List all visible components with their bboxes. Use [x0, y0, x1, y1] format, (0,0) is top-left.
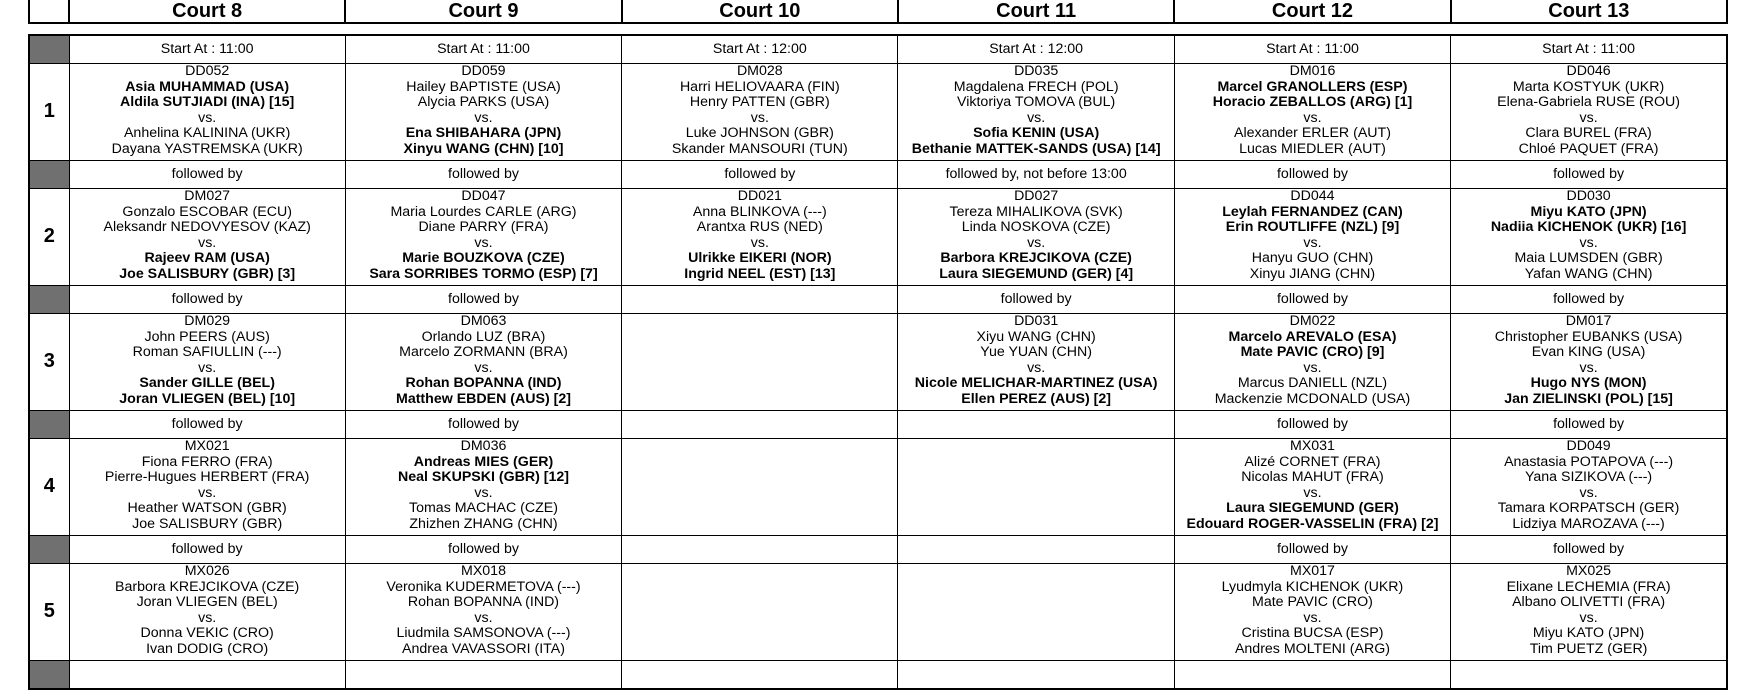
versus-label: vs. — [474, 484, 493, 501]
separator-cell — [29, 411, 69, 439]
match-number: 5 — [29, 564, 69, 661]
versus-label: vs. — [1303, 484, 1322, 501]
court-title: Court 9 — [345, 0, 621, 23]
order-note — [622, 661, 898, 690]
player-name: Elena-Gabriela RUSE (ROU) — [1497, 94, 1681, 111]
versus-label: vs. — [474, 609, 493, 626]
order-note: followed by — [622, 161, 898, 189]
player-name: Rohan BOPANNA (IND) — [405, 375, 562, 392]
order-note — [622, 411, 898, 439]
match-cell — [1451, 564, 1727, 661]
match-code: MX018 — [461, 563, 506, 579]
player-name: Mackenzie MCDONALD (USA) — [1214, 390, 1411, 407]
order-note — [1451, 661, 1727, 690]
player-name: Marcelo AREVALO (ESA) — [1228, 328, 1397, 345]
versus-label: vs. — [198, 359, 217, 376]
player-name: Laura SIEGEMUND (GER) [4] — [939, 265, 1134, 282]
order-note — [345, 661, 621, 690]
player-name: Hugo NYS (MON) — [1530, 375, 1647, 392]
player-name: Edouard ROGER-VASSELIN (FRA) [2] — [1186, 515, 1439, 532]
versus-label: vs. — [474, 234, 493, 251]
player-name: Asia MUHAMMAD (USA) — [125, 78, 290, 95]
player-name: Marcelo ZORMANN (BRA) — [399, 344, 568, 361]
match-cell — [1451, 314, 1727, 411]
player-name: Joran VLIEGEN (BEL) [10] — [119, 390, 296, 407]
player-name: Xinyu JIANG (CHN) — [1249, 265, 1376, 282]
player-name: Magdalena FRECH (POL) — [953, 78, 1119, 95]
player-name: Donna VEKIC (CRO) — [140, 625, 274, 642]
court-title: Court 13 — [1451, 0, 1727, 23]
match-cell — [1174, 189, 1450, 286]
player-name: Miyu KATO (JPN) — [1532, 625, 1645, 642]
order-note: followed by, not before 13:00 — [898, 161, 1174, 189]
court-title: Court 12 — [1174, 0, 1450, 23]
versus-label: vs. — [1027, 359, 1046, 376]
order-note: followed by — [345, 286, 621, 314]
player-name: Barbora KREJCIKOVA (CZE) — [940, 250, 1132, 267]
versus-label: vs. — [474, 359, 493, 376]
order-note: followed by — [69, 286, 345, 314]
match-code: DM028 — [736, 63, 783, 79]
player-name: Tim PUETZ (GER) — [1529, 640, 1648, 657]
player-name: Arantxa RUS (NED) — [696, 219, 823, 236]
player-name: Anastasia POTAPOVA (---) — [1504, 453, 1674, 470]
order-note: followed by — [1451, 286, 1727, 314]
match-cell — [1451, 64, 1727, 161]
player-name: Matthew EBDEN (AUS) [2] — [396, 390, 571, 407]
order-note — [622, 536, 898, 564]
player-name: Sofia KENIN (USA) — [973, 125, 1100, 142]
match-code: DM029 — [184, 313, 231, 329]
player-name: Ena SHIBAHARA (JPN) — [405, 125, 562, 142]
player-name: Tereza MIHALIKOVA (SVK) — [949, 203, 1123, 220]
separator-cell — [29, 536, 69, 564]
player-name: Alycia PARKS (USA) — [417, 94, 550, 111]
versus-label: vs. — [198, 109, 217, 126]
match-cell — [898, 439, 1174, 536]
match-code: DD044 — [1290, 188, 1335, 204]
match-code: DD049 — [1566, 438, 1611, 454]
player-name: Tamara KORPATSCH (GER) — [1497, 500, 1680, 517]
order-note: Start At : 11:00 — [345, 35, 621, 64]
player-name: Chloé PAQUET (FRA) — [1518, 140, 1659, 157]
player-name: Andrea VAVASSORI (ITA) — [402, 640, 565, 657]
player-name: Heather WATSON (GBR) — [127, 500, 287, 517]
match-code: DD027 — [1014, 188, 1059, 204]
player-name: Xiyu WANG (CHN) — [976, 328, 1096, 345]
player-name: Nicole MELICHAR-MARTINEZ (USA) — [914, 375, 1158, 392]
player-name: Liudmila SAMSONOVA (---) — [396, 625, 571, 642]
match-cell — [1174, 564, 1450, 661]
order-note: followed by — [1174, 286, 1450, 314]
player-name: Alizé CORNET (FRA) — [1244, 453, 1381, 470]
order-note: Start At : 12:00 — [898, 35, 1174, 64]
player-name: Luke JOHNSON (GBR) — [685, 125, 834, 142]
player-name: Roman SAFIULLIN (---) — [132, 344, 282, 361]
player-name: Viktoriya TOMOVA (BUL) — [957, 94, 1116, 111]
order-note — [622, 286, 898, 314]
order-note: followed by — [1174, 411, 1450, 439]
versus-label: vs. — [1579, 609, 1598, 626]
player-name: Ivan DODIG (CRO) — [146, 640, 269, 657]
order-row — [29, 536, 1727, 564]
player-name: Andreas MIES (GER) — [413, 453, 554, 470]
player-name: Yana SIZIKOVA (---) — [1524, 469, 1653, 486]
player-name: Laura SIEGEMUND (GER) — [1226, 500, 1399, 517]
player-name: Bethanie MATTEK-SANDS (USA) [14] — [911, 140, 1161, 157]
versus-label: vs. — [1579, 484, 1598, 501]
player-name: Aldila SUTJIADI (INA) [15] — [120, 94, 295, 111]
player-name: Miyu KATO (JPN) — [1530, 203, 1647, 220]
match-code: DM017 — [1565, 313, 1612, 329]
match-code: MX026 — [184, 563, 230, 579]
player-name: Nadiia KICHENOK (UKR) [16] — [1490, 219, 1687, 236]
match-code: MX021 — [184, 438, 230, 454]
separator-cell — [29, 161, 69, 189]
player-name: Ulrikke EIKERI (NOR) — [688, 250, 832, 267]
order-note: followed by — [1174, 161, 1450, 189]
match-cell — [1174, 314, 1450, 411]
order-note — [1174, 661, 1450, 690]
versus-label: vs. — [1303, 109, 1322, 126]
match-cell — [622, 314, 898, 411]
order-of-play-table — [28, 34, 1728, 690]
player-name: Barbora KREJCIKOVA (CZE) — [115, 578, 300, 595]
player-name: Hailey BAPTISTE (USA) — [406, 78, 561, 95]
player-name: Veronika KUDERMETOVA (---) — [386, 578, 581, 595]
player-name: Marta KOSTYUK (UKR) — [1512, 78, 1665, 95]
player-name: Aleksandr NEDOVYESOV (KAZ) — [103, 219, 311, 236]
player-name: Xinyu WANG (CHN) [10] — [403, 140, 564, 157]
match-number: 4 — [29, 439, 69, 536]
player-name: Maria Lourdes CARLE (ARG) — [390, 203, 577, 220]
order-note: followed by — [1451, 536, 1727, 564]
player-name: Leylah FERNANDEZ (CAN) — [1222, 203, 1403, 220]
player-name: Marcus DANIELL (NZL) — [1237, 375, 1388, 392]
player-name: Tomas MACHAC (CZE) — [409, 500, 558, 517]
order-note: followed by — [345, 411, 621, 439]
match-cell — [69, 64, 345, 161]
match-row — [29, 189, 1727, 286]
order-note: followed by — [898, 286, 1174, 314]
player-name: Joe SALISBURY (GBR) [3] — [119, 265, 296, 282]
match-cell — [345, 564, 621, 661]
match-cell — [898, 189, 1174, 286]
player-name: Maia LUMSDEN (GBR) — [1514, 250, 1663, 267]
match-code: DM036 — [460, 438, 507, 454]
player-name: Andres MOLTENI (ARG) — [1234, 640, 1390, 657]
order-note — [69, 661, 345, 690]
match-code: DD031 — [1014, 313, 1059, 329]
player-name: Clara BUREL (FRA) — [1525, 125, 1652, 142]
match-row — [29, 314, 1727, 411]
match-cell — [622, 439, 898, 536]
player-name: Yue YUAN (CHN) — [980, 344, 1092, 361]
player-name: Fiona FERRO (FRA) — [141, 453, 273, 470]
match-code: MX017 — [1290, 563, 1335, 579]
match-code: DD052 — [185, 63, 230, 79]
player-name: Ingrid NEEL (EST) [13] — [684, 265, 836, 282]
order-note: followed by — [1174, 536, 1450, 564]
match-cell — [345, 64, 621, 161]
order-note: followed by — [69, 411, 345, 439]
match-cell — [622, 64, 898, 161]
versus-label: vs. — [1303, 609, 1322, 626]
match-cell — [622, 564, 898, 661]
separator-cell — [29, 286, 69, 314]
player-name: Gonzalo ESCOBAR (ECU) — [122, 203, 292, 220]
player-name: Joran VLIEGEN (BEL) — [136, 594, 278, 611]
match-row — [29, 64, 1727, 161]
order-note: followed by — [69, 161, 345, 189]
match-cell — [1174, 439, 1450, 536]
order-note: Start At : 11:00 — [1174, 35, 1450, 64]
player-name: Sander GILLE (BEL) — [139, 375, 275, 392]
order-row — [29, 411, 1727, 439]
versus-label: vs. — [1579, 109, 1598, 126]
player-name: Rohan BOPANNA (IND) — [407, 594, 560, 611]
order-note: Start At : 12:00 — [622, 35, 898, 64]
versus-label: vs. — [198, 234, 217, 251]
match-cell — [898, 314, 1174, 411]
player-name: Ellen PEREZ (AUS) [2] — [961, 390, 1112, 407]
order-note: followed by — [345, 536, 621, 564]
player-name: Erin ROUTLIFFE (NZL) [9] — [1225, 219, 1400, 236]
player-name: Dayana YASTREMSKA (UKR) — [111, 140, 303, 157]
match-code: DM027 — [184, 188, 231, 204]
match-row — [29, 564, 1727, 661]
order-row — [29, 661, 1727, 690]
match-code: DD035 — [1014, 63, 1059, 79]
match-cell — [69, 564, 345, 661]
player-name: Evan KING (USA) — [1531, 344, 1646, 361]
player-name: Anna BLINKOVA (---) — [692, 203, 827, 220]
player-name: Orlando LUZ (BRA) — [421, 328, 546, 345]
versus-label: vs. — [1579, 234, 1598, 251]
order-note: followed by — [69, 536, 345, 564]
match-number: 3 — [29, 314, 69, 411]
player-name: Marcel GRANOLLERS (ESP) — [1217, 78, 1408, 95]
match-code: DD046 — [1566, 63, 1611, 79]
player-name: Nicolas MAHUT (FRA) — [1241, 469, 1384, 486]
player-name: Christopher EUBANKS (USA) — [1494, 328, 1683, 345]
match-code: MX031 — [1290, 438, 1335, 454]
versus-label: vs. — [1303, 234, 1322, 251]
match-row — [29, 439, 1727, 536]
player-name: Elixane LECHEMIA (FRA) — [1506, 578, 1671, 595]
player-name: Anhelina KALININA (UKR) — [123, 125, 291, 142]
match-cell — [345, 314, 621, 411]
player-name: Albano OLIVETTI (FRA) — [1512, 594, 1666, 611]
match-number: 2 — [29, 189, 69, 286]
court-title: Court 11 — [898, 0, 1174, 23]
match-code: DD059 — [461, 63, 506, 79]
player-name: Skander MANSOURI (TUN) — [671, 140, 848, 157]
court-header — [28, 0, 1728, 24]
player-name: Linda NOSKOVA (CZE) — [961, 219, 1111, 236]
order-note — [898, 411, 1174, 439]
player-name: Joe SALISBURY (GBR) — [132, 515, 283, 532]
order-note: followed by — [1451, 411, 1727, 439]
player-name: Rajeev RAM (USA) — [144, 250, 270, 267]
order-row — [29, 161, 1727, 189]
versus-label: vs. — [474, 109, 493, 126]
order-row — [29, 286, 1727, 314]
match-code: DM063 — [460, 313, 507, 329]
order-row — [29, 35, 1727, 64]
match-cell — [1174, 64, 1450, 161]
player-name: Lucas MIEDLER (AUT) — [1239, 140, 1386, 157]
player-name: Jan ZIELINSKI (POL) [15] — [1504, 390, 1673, 407]
order-note: followed by — [345, 161, 621, 189]
versus-label: vs. — [1027, 234, 1046, 251]
versus-label: vs. — [1579, 359, 1598, 376]
court-title: Court 10 — [622, 0, 898, 23]
player-name: Mate PAVIC (CRO) — [1252, 594, 1373, 611]
match-cell — [345, 439, 621, 536]
player-name: Harri HELIOVAARA (FIN) — [679, 78, 840, 95]
match-number: 1 — [29, 64, 69, 161]
match-code: DD047 — [461, 188, 506, 204]
order-note — [898, 661, 1174, 690]
order-note: followed by — [1451, 161, 1727, 189]
player-name: Alexander ERLER (AUT) — [1234, 125, 1391, 142]
match-cell — [1451, 439, 1727, 536]
match-code: DD030 — [1566, 188, 1611, 204]
versus-label: vs. — [198, 484, 217, 501]
match-code: DD021 — [737, 188, 782, 204]
match-code: DM022 — [1289, 313, 1336, 329]
match-cell — [898, 64, 1174, 161]
match-cell — [69, 439, 345, 536]
match-cell — [69, 189, 345, 286]
match-cell — [622, 189, 898, 286]
player-name: Pierre-Hugues HERBERT (FRA) — [104, 469, 310, 486]
header-corner — [29, 0, 69, 23]
match-cell — [898, 564, 1174, 661]
match-cell — [345, 189, 621, 286]
order-note — [898, 536, 1174, 564]
player-name: Neal SKUPSKI (GBR) [12] — [397, 469, 570, 486]
player-name: Hanyu GUO (CHN) — [1251, 250, 1374, 267]
court-title: Court 8 — [69, 0, 345, 23]
versus-label: vs. — [1027, 109, 1046, 126]
player-name: Horacio ZEBALLOS (ARG) [1] — [1212, 94, 1413, 111]
player-name: Marie BOUZKOVA (CZE) — [402, 250, 565, 267]
player-name: Lidziya MAROZAVA (---) — [1512, 515, 1665, 532]
player-name: Diane PARRY (FRA) — [418, 219, 549, 236]
versus-label: vs. — [1303, 359, 1322, 376]
separator-cell — [29, 35, 69, 64]
player-name: John PEERS (AUS) — [144, 328, 270, 345]
versus-label: vs. — [750, 234, 769, 251]
versus-label: vs. — [198, 609, 217, 626]
player-name: Zhizhen ZHANG (CHN) — [409, 515, 558, 532]
player-name: Cristina BUCSA (ESP) — [1241, 625, 1384, 642]
order-note: Start At : 11:00 — [1451, 35, 1727, 64]
match-code: DM016 — [1289, 63, 1336, 79]
player-name: Lyudmyla KICHENOK (UKR) — [1221, 578, 1404, 595]
player-name: Henry PATTEN (GBR) — [689, 94, 830, 111]
match-cell — [69, 314, 345, 411]
player-name: Sara SORRIBES TORMO (ESP) [7] — [369, 265, 598, 282]
match-cell — [1451, 189, 1727, 286]
separator-cell — [29, 661, 69, 690]
match-code: MX025 — [1566, 563, 1612, 579]
order-note: Start At : 11:00 — [69, 35, 345, 64]
player-name: Yafan WANG (CHN) — [1524, 265, 1653, 282]
versus-label: vs. — [750, 109, 769, 126]
player-name: Mate PAVIC (CRO) [9] — [1240, 344, 1385, 361]
